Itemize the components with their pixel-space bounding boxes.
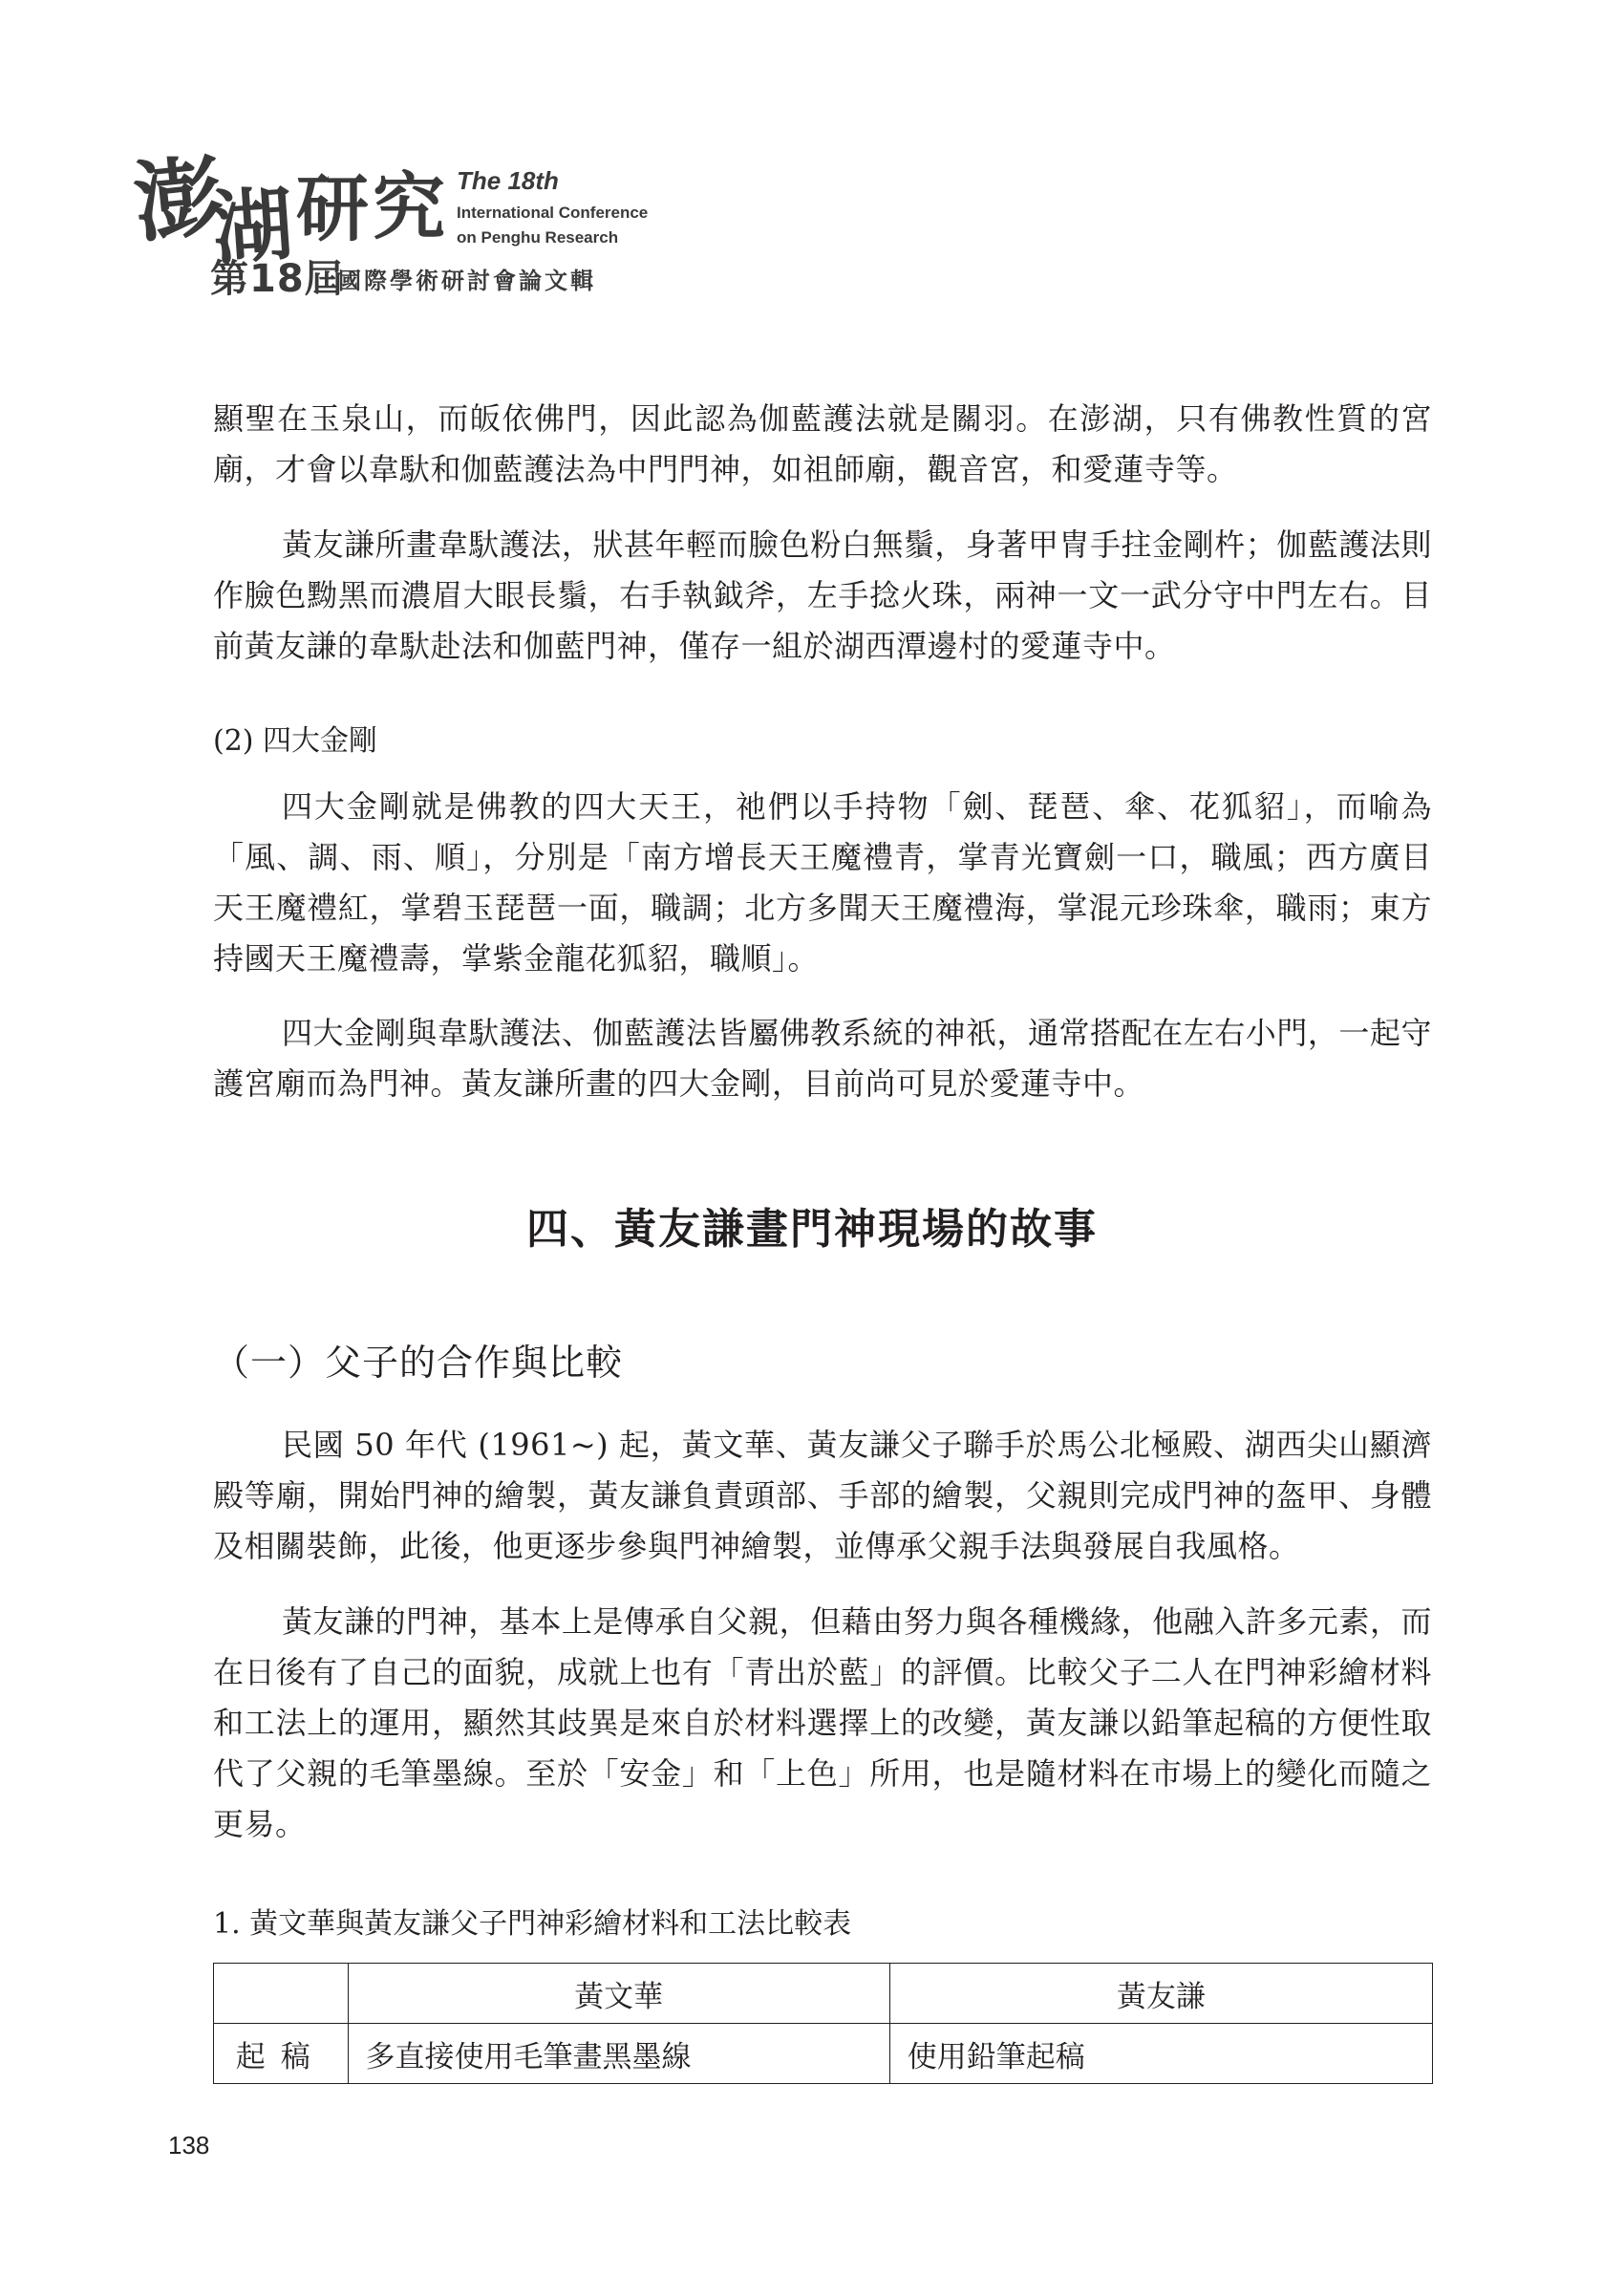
paragraph: 黃友謙的門神，基本上是傳承自父親，但藉由努力與各種機緣，他融入許多元素，而在日後有了自己的面貌，成就上也有「青出於藍」的評價。比較父子二人在門神彩繪材料和工法上的運用，顯然其歧異是來自於材料選擇上的改變，黃友謙以鉛筆起稿的方便性取代了父親的毛筆墨線。至於「安金」和「上色」所用，也是隨材料在市場上的變化而隨之更易。	[213, 1603, 1432, 1842]
header-english-edition: The 18th	[457, 166, 559, 195]
section-title: 四、黃友謙畫門神現場的故事	[526, 1205, 1098, 1254]
comparison-table	[213, 1963, 1433, 2084]
paragraph: 顯聖在玉泉山，而皈依佛門，因此認為伽藍護法就是關羽。在澎湖，只有佛教性質的宮廟，才會以韋馱和伽藍護法為中門門神，如祖師廟，觀音宮，和愛蓮寺等。	[213, 400, 1432, 487]
subsection-title: （一）父子的合作與比較	[213, 1342, 624, 1384]
paragraph: 民國 50 年代 (1961~) 起，黃文華、黃友謙父子聯手於馬公北極殿、湖西尖山顯濟殿等廟，開始門神的繪製，黃友謙負責頭部、手部的繪製，父親則完成門神的盔甲、身體及相關裝飾，此後，他更逐步參與門神繪製，並傳承父親手法與發展自我風格。	[213, 1427, 1432, 1564]
header-edition: 第18屆	[210, 257, 344, 301]
paragraph: 四大金剛就是佛教的四大天王，祂們以手持物「劍、琵琶、傘、花狐貂」，而喻為「風、調、雨、順」，分別是「南方增長天王魔禮青，掌青光寶劍一口，職風；西方廣目天王魔禮紅，掌碧玉琵琶一面，職調；北方多聞天王魔禮海，掌混元珍珠傘，職雨；東方持國天王魔禮壽，掌紫金龍花狐貂，職順」。	[213, 788, 1432, 977]
journal-header	[126, 130, 661, 301]
header-title-char: 澎	[129, 143, 228, 256]
page-number: 138	[168, 2131, 210, 2160]
header-english-subtitle	[457, 201, 648, 250]
table-header-cell: 黃文華	[348, 1964, 889, 2024]
header-english-line: on Penghu Research	[457, 228, 619, 247]
table-cell: 使用鉛筆起稿	[889, 2024, 1432, 2084]
table-header-row	[214, 1964, 1433, 2024]
table-cell: 起稿	[214, 2024, 349, 2084]
subheading: (2) 四大金剛	[213, 724, 378, 758]
table-caption: 1. 黃文華與黃友謙父子門神彩繪材料和工法比較表	[213, 1907, 852, 1941]
table-row	[214, 2024, 1433, 2084]
paragraph: 四大金剛與韋馱護法、伽藍護法皆屬佛教系統的神祇，通常搭配在左右小門，一起守護宮廟而為門神。黃友謙所畫的四大金剛，目前尚可見於愛蓮寺中。	[213, 1015, 1432, 1102]
table-header-cell: 黃友謙	[889, 1964, 1432, 2024]
paragraph: 黃友謙所畫韋馱護法，狀甚年輕而臉色粉白無鬚，身著甲冑手拄金剛杵；伽藍護法則作臉色黝黑而濃眉大眼長鬚，右手執鉞斧，左手捻火珠，兩神一文一武分守中門左右。目前黃友謙的韋馱赴法和伽藍門神，僅存一組於湖西潭邊村的愛蓮寺中。	[213, 527, 1432, 664]
header-title-char: 究	[373, 164, 445, 249]
header-subtitle: 國際學術研討會論文輯	[338, 268, 596, 294]
header-title-char: 研	[296, 166, 369, 251]
table-header-cell	[214, 1964, 349, 2024]
header-english-line: International Conference	[457, 204, 649, 222]
header-title-char: 湖	[209, 176, 296, 276]
table-cell: 多直接使用毛筆畫黑墨線	[348, 2024, 889, 2084]
